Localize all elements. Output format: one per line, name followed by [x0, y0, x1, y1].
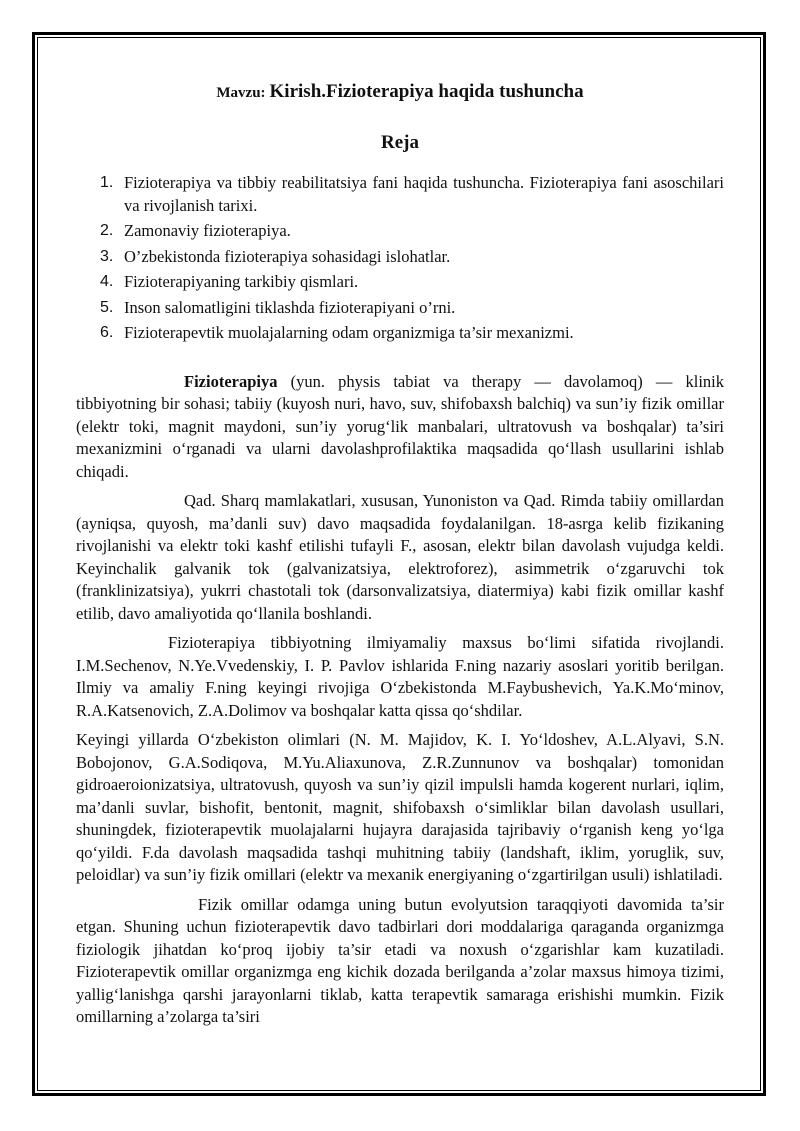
paragraph-uzbek-scientists: Keyingi yillarda O‘zbekiston olimlari (N. M. Majidov, K. I. Yo‘ldoshev, A.L.Alyavi, S.N. Bobojonov, G.A.Sodiqova, M.Yu.Aliaxunova, Z.R.Zunnunov va boshqalar) tomonidan gidroaeroionizatsiya, ultratovush, quyosh va sun’iy qizil impulsli hamda kogerent nurlari, iqlim, ma’danli suvlar, bishofit, bentonit, magnit, shifobaxsh o‘simliklar bilan davolash usullari, shuningdek, fizioterapevtik muolajalarni hujayra darajasida tajribaviy o‘rganish keng yo‘lga qo‘yildi. F.da davolash maqsadida tashqi muhitning tabiiy (landshaft, iklim, yoruglik, suv, peloidlar) va sun’iy fizik omillari (elektr va mexanik energiyaning o‘zgartirilgan usuli) ishlatiladi. [76, 730, 724, 884]
plan-item-number: 1. [100, 174, 114, 191]
paragraph-development: Fizioterapiya tibbiyotning ilmiyamaliy maxsus bo‘limi sifatida rivojlandi. I.M.Sechenov, N.Ye.Vvedenskiy, I. P. Pavlov ishlarida F.ning nazariy asoslari yoritib berilgan. Ilmiy va amaliy F.ning keyingi rivojiga O‘zbekistonda M.Faybushevich, Ya.K.Mo‘minov, R.A.Katsenovich, Z.A.Dolimov va boshqalar katta qissa qo‘shdilar. [76, 633, 724, 720]
plan-item-text: Fizioterapevtik muolajalarning odam organizmiga ta’sir mexanizmi. [124, 323, 574, 342]
paragraph-history: Qad. Sharq mamlakatlari, xususan, Yunoniston va Qad. Rimda tabiiy omillardan (ayniqsa, quyosh, ma’danli suv) davo maqsadida foydalanilgan. 18-asrga kelib fizikaning rivojlanishi va elektr toki kashf etilishi tufayli F., asosan, elektr bilan davolash vujudga keldi. Keyinchalik galvanik tok (galvanizatsiya, elektroforez), asimmetrik o‘zgaruvchi tok (franklinizatsiya), yukrri chastotali tok (darsonvalizatsiya, diatermiya) kabi fizik omillar kashf etilib, davo amaliyotida qo‘llanila boshlandi. [76, 491, 724, 623]
plan-item-number: 5. [100, 298, 114, 316]
plan-list [76, 172, 724, 345]
plan-item-number: 6. [100, 324, 114, 341]
plan-heading: Reja [381, 132, 419, 153]
plan-item [76, 172, 724, 217]
plan-item-number: 2. [100, 222, 114, 239]
definition-text: (yun. physis tabiat va therapy — davolamoq) — klinik tibbiyotning bir sohasi; tabiiy (kuyosh nuri, havo, suv, shifobaxsh balchiq) va sun’iy fizik omillar (elektr toki, magnit maydoni, sun’iy yorug‘lik manbalari, ultratovush va boshqalar) ta’siri mexanizmini o‘rganadi va ularni davolashprofilaktika maqsadida qo‘llash usullarini ishlab chiqadi. [76, 371, 724, 481]
topic-title: Kirish.Fizioterapiya haqida tushuncha [269, 81, 584, 102]
plan-item [76, 220, 724, 243]
plan-item [76, 297, 724, 320]
plan-item [76, 271, 724, 294]
plan-item-text: O’zbekistonda fizioterapiya sohasidagi islohatlar. [124, 246, 451, 266]
term-bold: Fizioterapiya [184, 371, 278, 391]
plan-item-text: Zamonaviy fizioterapiya. [124, 221, 291, 240]
plan-item [76, 246, 724, 269]
plan-item-text: Fizioterapiyaning tarkibiy qismlari. [124, 272, 359, 291]
paragraph-physical-factors: Fizik omillar odamga uning butun evolyutsion taraqqiyoti davomida ta’sir etgan. Shuning uchun fizioterapevtik davo tadbirlari dori moddalariga qaraganda organizmga fiziologik jihatdan ko‘proq ijobiy ta’sir etadi va noxush o‘zgarishlar kam kuzatiladi. Fizioterapevtik omillar organizmga eng kichik dozada berilganda a’zolar maxsus himoya tizimi, yallig‘lanishga qarshi jarayonlarni tiklab, katta terapevtik samaraga erishishi mumkin. Fizik omillarning a’zolarga ta’siri [76, 894, 724, 1026]
plan-item-text: Fizioterapiya va tibbiy reabilitatsiya fani haqida tushuncha. Fizioterapiya fani asoschilari va rivojlanish tarixi. [124, 173, 724, 215]
document-page [76, 78, 724, 1036]
topic-heading [76, 78, 724, 107]
paragraph-definition [76, 371, 724, 484]
plan-item [76, 322, 724, 345]
topic-label: Mavzu: [216, 85, 266, 101]
plan-item-text: Inson salomatligini tiklashda fizioterapiyani o’rni. [124, 297, 456, 317]
plan-item-number: 4. [100, 273, 114, 290]
plan-item-number: 3. [100, 247, 114, 265]
body-text [76, 371, 724, 1029]
